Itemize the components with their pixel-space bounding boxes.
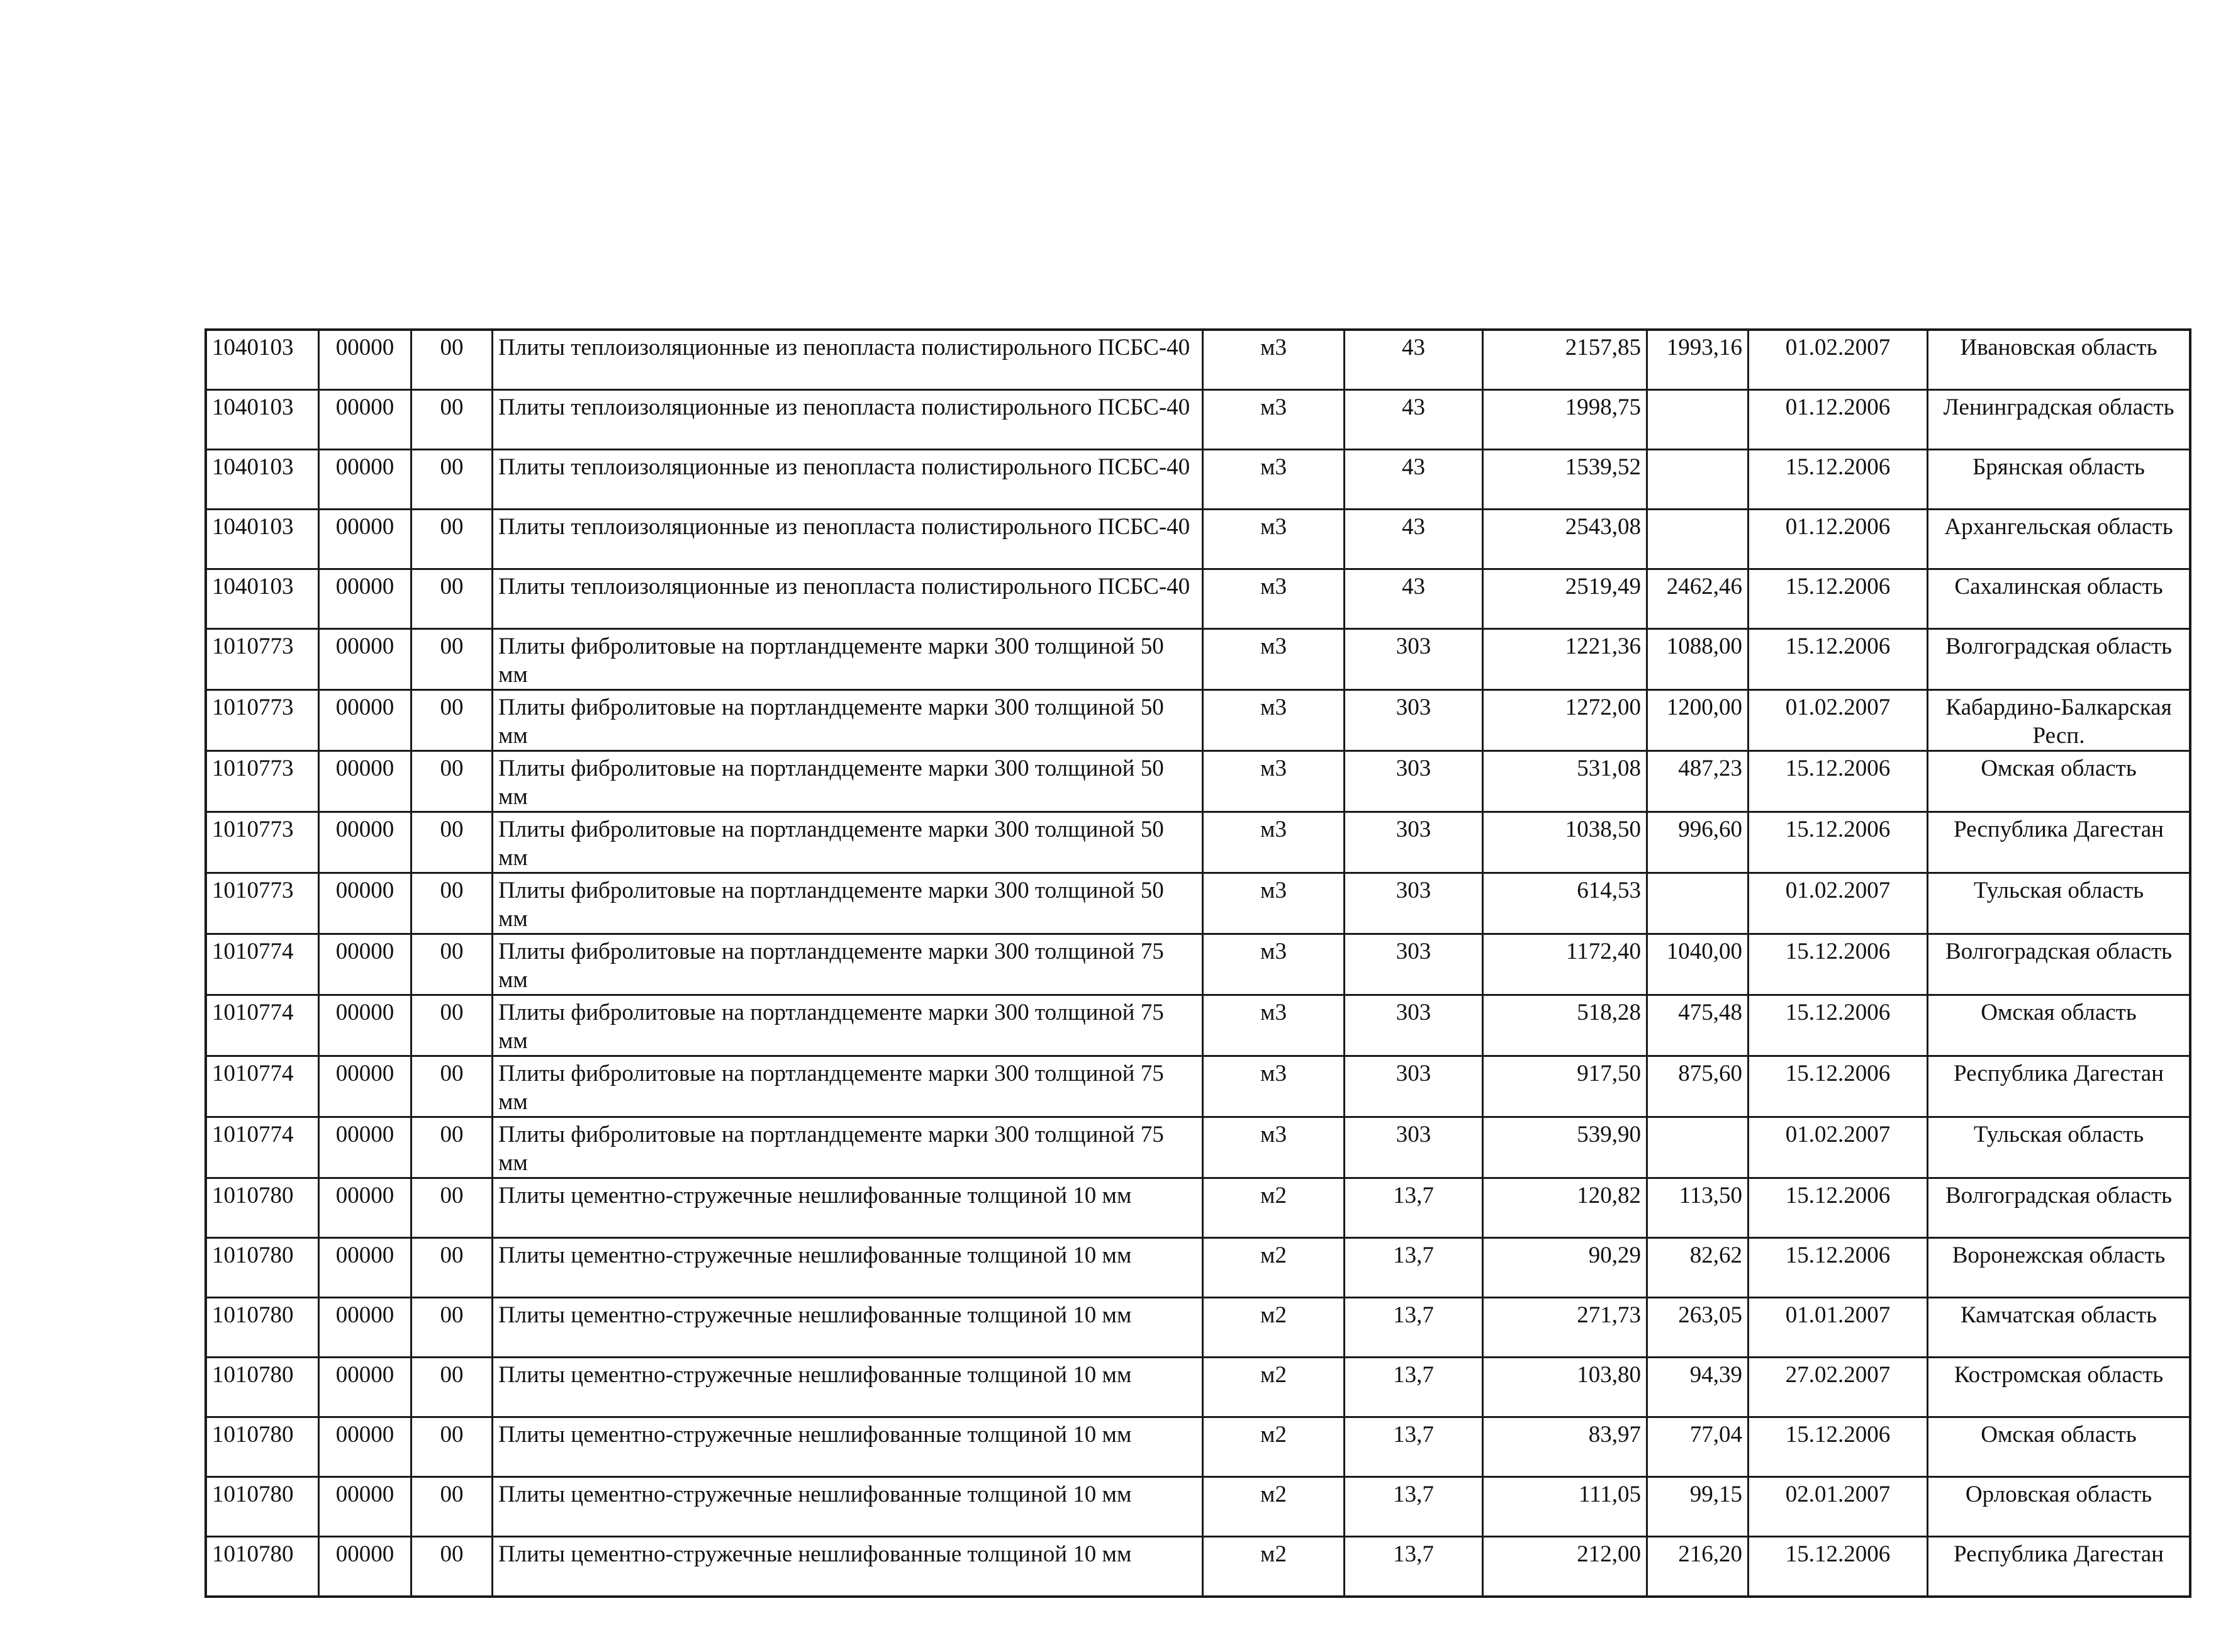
coefficient-cell: 43 xyxy=(1345,330,1483,390)
date-cell: 01.02.2007 xyxy=(1749,330,1928,390)
price-cell: 212,00 xyxy=(1483,1537,1647,1597)
region-cell: Омская область xyxy=(1928,1417,2191,1477)
index-cell: 00 xyxy=(411,569,493,629)
unit-cell: м3 xyxy=(1203,751,1345,812)
unit-cell: м3 xyxy=(1203,629,1345,690)
price-cell: 103,80 xyxy=(1483,1358,1647,1417)
date-cell: 01.12.2006 xyxy=(1749,510,1928,569)
index-cell: 00 xyxy=(411,1117,493,1178)
region-cell: Ивановская область xyxy=(1928,330,2191,390)
index-cell: 00 xyxy=(411,450,493,510)
unit-cell: м3 xyxy=(1203,812,1345,873)
index-cell: 00 xyxy=(411,390,493,450)
material-code-cell: 1010773 xyxy=(206,751,319,812)
region-cell: Воронежская область xyxy=(1928,1238,2191,1298)
material-code-cell: 1040103 xyxy=(206,510,319,569)
material-name-cell: Плиты фибролитовые на портландцементе марки 300 толщиной 50 мм xyxy=(493,690,1203,751)
price-cell: 111,05 xyxy=(1483,1477,1647,1537)
index-cell: 00 xyxy=(411,873,493,934)
material-code-cell: 1010774 xyxy=(206,1117,319,1178)
subcode-cell: 00000 xyxy=(319,450,411,510)
date-cell: 15.12.2006 xyxy=(1749,1178,1928,1238)
region-cell: Волгоградская область xyxy=(1928,629,2191,690)
date-cell: 15.12.2006 xyxy=(1749,450,1928,510)
price-alt-cell: 1200,00 xyxy=(1647,690,1749,751)
table-row xyxy=(206,510,2190,569)
date-cell: 15.12.2006 xyxy=(1749,629,1928,690)
date-cell: 01.02.2007 xyxy=(1749,690,1928,751)
subcode-cell: 00000 xyxy=(319,934,411,995)
table-row xyxy=(206,1537,2190,1597)
coefficient-cell: 13,7 xyxy=(1345,1298,1483,1358)
price-cell: 90,29 xyxy=(1483,1238,1647,1298)
price-cell: 2157,85 xyxy=(1483,330,1647,390)
price-cell: 2519,49 xyxy=(1483,569,1647,629)
table-row xyxy=(206,450,2190,510)
unit-cell: м2 xyxy=(1203,1477,1345,1537)
subcode-cell: 00000 xyxy=(319,1298,411,1358)
subcode-cell: 00000 xyxy=(319,390,411,450)
price-alt-cell: 2462,46 xyxy=(1647,569,1749,629)
material-code-cell: 1040103 xyxy=(206,330,319,390)
material-name-cell: Плиты цементно-стружечные нешлифованные толщиной 10 мм xyxy=(493,1358,1203,1417)
price-table xyxy=(204,328,2191,1598)
material-name-cell: Плиты теплоизоляционные из пенопласта полистирольного ПСБС-40 xyxy=(493,510,1203,569)
coefficient-cell: 13,7 xyxy=(1345,1178,1483,1238)
subcode-cell: 00000 xyxy=(319,995,411,1056)
price-cell: 1038,50 xyxy=(1483,812,1647,873)
region-cell: Архангельская область xyxy=(1928,510,2191,569)
price-cell: 271,73 xyxy=(1483,1298,1647,1358)
table-row xyxy=(206,934,2190,995)
coefficient-cell: 43 xyxy=(1345,569,1483,629)
price-cell: 531,08 xyxy=(1483,751,1647,812)
price-alt-cell: 1993,16 xyxy=(1647,330,1749,390)
material-code-cell: 1010773 xyxy=(206,629,319,690)
coefficient-cell: 303 xyxy=(1345,934,1483,995)
table-row xyxy=(206,330,2190,390)
index-cell: 00 xyxy=(411,1417,493,1477)
table-row xyxy=(206,569,2190,629)
material-name-cell: Плиты фибролитовые на портландцементе марки 300 толщиной 75 мм xyxy=(493,934,1203,995)
price-cell: 1272,00 xyxy=(1483,690,1647,751)
subcode-cell: 00000 xyxy=(319,330,411,390)
region-cell: Омская область xyxy=(1928,751,2191,812)
table-row xyxy=(206,995,2190,1056)
subcode-cell: 00000 xyxy=(319,1178,411,1238)
subcode-cell: 00000 xyxy=(319,629,411,690)
price-alt-cell: 996,60 xyxy=(1647,812,1749,873)
price-cell: 614,53 xyxy=(1483,873,1647,934)
material-code-cell: 1010780 xyxy=(206,1178,319,1238)
material-name-cell: Плиты фибролитовые на портландцементе марки 300 толщиной 50 мм xyxy=(493,812,1203,873)
price-cell: 120,82 xyxy=(1483,1178,1647,1238)
price-alt-cell: 263,05 xyxy=(1647,1298,1749,1358)
material-code-cell: 1010780 xyxy=(206,1477,319,1537)
price-alt-cell: 77,04 xyxy=(1647,1417,1749,1477)
index-cell: 00 xyxy=(411,1537,493,1597)
date-cell: 15.12.2006 xyxy=(1749,569,1928,629)
unit-cell: м3 xyxy=(1203,569,1345,629)
material-code-cell: 1010773 xyxy=(206,690,319,751)
date-cell: 15.12.2006 xyxy=(1749,1056,1928,1117)
date-cell: 01.01.2007 xyxy=(1749,1298,1928,1358)
subcode-cell: 00000 xyxy=(319,569,411,629)
region-cell: Республика Дагестан xyxy=(1928,1056,2191,1117)
material-code-cell: 1010780 xyxy=(206,1238,319,1298)
unit-cell: м3 xyxy=(1203,934,1345,995)
coefficient-cell: 303 xyxy=(1345,873,1483,934)
index-cell: 00 xyxy=(411,812,493,873)
price-alt-cell xyxy=(1647,1117,1749,1178)
price-cell: 518,28 xyxy=(1483,995,1647,1056)
subcode-cell: 00000 xyxy=(319,1358,411,1417)
material-code-cell: 1010780 xyxy=(206,1358,319,1417)
coefficient-cell: 303 xyxy=(1345,812,1483,873)
price-cell: 83,97 xyxy=(1483,1417,1647,1477)
index-cell: 00 xyxy=(411,629,493,690)
unit-cell: м3 xyxy=(1203,330,1345,390)
region-cell: Волгоградская область xyxy=(1928,934,2191,995)
date-cell: 01.12.2006 xyxy=(1749,390,1928,450)
coefficient-cell: 43 xyxy=(1345,450,1483,510)
date-cell: 15.12.2006 xyxy=(1749,995,1928,1056)
table-row xyxy=(206,1238,2190,1298)
material-code-cell: 1010780 xyxy=(206,1417,319,1477)
material-code-cell: 1040103 xyxy=(206,390,319,450)
coefficient-cell: 13,7 xyxy=(1345,1537,1483,1597)
index-cell: 00 xyxy=(411,1358,493,1417)
region-cell: Волгоградская область xyxy=(1928,1178,2191,1238)
material-name-cell: Плиты цементно-стружечные нешлифованные толщиной 10 мм xyxy=(493,1417,1203,1477)
table-row xyxy=(206,873,2190,934)
region-cell: Камчатская область xyxy=(1928,1298,2191,1358)
coefficient-cell: 13,7 xyxy=(1345,1417,1483,1477)
price-alt-cell xyxy=(1647,450,1749,510)
region-cell: Ленинградская область xyxy=(1928,390,2191,450)
price-cell: 1172,40 xyxy=(1483,934,1647,995)
index-cell: 00 xyxy=(411,1178,493,1238)
table-row xyxy=(206,1298,2190,1358)
unit-cell: м2 xyxy=(1203,1537,1345,1597)
region-cell: Тульская область xyxy=(1928,873,2191,934)
material-name-cell: Плиты цементно-стружечные нешлифованные толщиной 10 мм xyxy=(493,1477,1203,1537)
material-code-cell: 1010773 xyxy=(206,812,319,873)
table-row xyxy=(206,1358,2190,1417)
price-alt-cell: 216,20 xyxy=(1647,1537,1749,1597)
subcode-cell: 00000 xyxy=(319,873,411,934)
material-name-cell: Плиты цементно-стружечные нешлифованные толщиной 10 мм xyxy=(493,1298,1203,1358)
subcode-cell: 00000 xyxy=(319,1477,411,1537)
coefficient-cell: 303 xyxy=(1345,995,1483,1056)
price-alt-cell: 1088,00 xyxy=(1647,629,1749,690)
price-cell: 1998,75 xyxy=(1483,390,1647,450)
region-cell: Республика Дагестан xyxy=(1928,812,2191,873)
index-cell: 00 xyxy=(411,330,493,390)
material-name-cell: Плиты фибролитовые на портландцементе марки 300 толщиной 75 мм xyxy=(493,1056,1203,1117)
date-cell: 15.12.2006 xyxy=(1749,1417,1928,1477)
index-cell: 00 xyxy=(411,934,493,995)
region-cell: Кабардино-Балкарская Респ. xyxy=(1928,690,2191,751)
table-row xyxy=(206,812,2190,873)
table-row xyxy=(206,1178,2190,1238)
material-name-cell: Плиты теплоизоляционные из пенопласта полистирольного ПСБС-40 xyxy=(493,569,1203,629)
unit-cell: м3 xyxy=(1203,450,1345,510)
material-name-cell: Плиты цементно-стружечные нешлифованные толщиной 10 мм xyxy=(493,1178,1203,1238)
coefficient-cell: 43 xyxy=(1345,510,1483,569)
region-cell: Республика Дагестан xyxy=(1928,1537,2191,1597)
region-cell: Костромская область xyxy=(1928,1358,2191,1417)
material-name-cell: Плиты теплоизоляционные из пенопласта полистирольного ПСБС-40 xyxy=(493,330,1203,390)
unit-cell: м2 xyxy=(1203,1298,1345,1358)
price-alt-cell xyxy=(1647,510,1749,569)
price-alt-cell xyxy=(1647,873,1749,934)
date-cell: 01.02.2007 xyxy=(1749,1117,1928,1178)
index-cell: 00 xyxy=(411,1298,493,1358)
material-code-cell: 1010780 xyxy=(206,1537,319,1597)
price-cell: 1539,52 xyxy=(1483,450,1647,510)
index-cell: 00 xyxy=(411,690,493,751)
unit-cell: м2 xyxy=(1203,1358,1345,1417)
region-cell: Орловская область xyxy=(1928,1477,2191,1537)
unit-cell: м3 xyxy=(1203,873,1345,934)
unit-cell: м2 xyxy=(1203,1417,1345,1477)
unit-cell: м2 xyxy=(1203,1178,1345,1238)
subcode-cell: 00000 xyxy=(319,812,411,873)
material-name-cell: Плиты фибролитовые на портландцементе марки 300 толщиной 50 мм xyxy=(493,873,1203,934)
coefficient-cell: 303 xyxy=(1345,1117,1483,1178)
date-cell: 15.12.2006 xyxy=(1749,1537,1928,1597)
price-alt-cell xyxy=(1647,390,1749,450)
region-cell: Сахалинская область xyxy=(1928,569,2191,629)
unit-cell: м3 xyxy=(1203,690,1345,751)
date-cell: 15.12.2006 xyxy=(1749,812,1928,873)
index-cell: 00 xyxy=(411,995,493,1056)
price-alt-cell: 113,50 xyxy=(1647,1178,1749,1238)
price-alt-cell: 875,60 xyxy=(1647,1056,1749,1117)
coefficient-cell: 43 xyxy=(1345,390,1483,450)
price-alt-cell: 82,62 xyxy=(1647,1238,1749,1298)
material-code-cell: 1010780 xyxy=(206,1298,319,1358)
subcode-cell: 00000 xyxy=(319,1537,411,1597)
table-body xyxy=(206,330,2190,1597)
price-cell: 917,50 xyxy=(1483,1056,1647,1117)
unit-cell: м2 xyxy=(1203,1238,1345,1298)
coefficient-cell: 303 xyxy=(1345,751,1483,812)
material-name-cell: Плиты теплоизоляционные из пенопласта полистирольного ПСБС-40 xyxy=(493,390,1203,450)
index-cell: 00 xyxy=(411,1056,493,1117)
price-alt-cell: 475,48 xyxy=(1647,995,1749,1056)
table-row xyxy=(206,1417,2190,1477)
table-row xyxy=(206,1056,2190,1117)
date-cell: 15.12.2006 xyxy=(1749,934,1928,995)
index-cell: 00 xyxy=(411,1477,493,1537)
date-cell: 15.12.2006 xyxy=(1749,751,1928,812)
unit-cell: м3 xyxy=(1203,995,1345,1056)
price-alt-cell: 94,39 xyxy=(1647,1358,1749,1417)
material-code-cell: 1040103 xyxy=(206,569,319,629)
table-row xyxy=(206,1477,2190,1537)
date-cell: 15.12.2006 xyxy=(1749,1238,1928,1298)
index-cell: 00 xyxy=(411,510,493,569)
coefficient-cell: 13,7 xyxy=(1345,1477,1483,1537)
coefficient-cell: 303 xyxy=(1345,629,1483,690)
price-alt-cell: 487,23 xyxy=(1647,751,1749,812)
coefficient-cell: 13,7 xyxy=(1345,1238,1483,1298)
unit-cell: м3 xyxy=(1203,1117,1345,1178)
coefficient-cell: 303 xyxy=(1345,690,1483,751)
material-name-cell: Плиты цементно-стружечные нешлифованные толщиной 10 мм xyxy=(493,1537,1203,1597)
region-cell: Брянская область xyxy=(1928,450,2191,510)
date-cell: 27.02.2007 xyxy=(1749,1358,1928,1417)
subcode-cell: 00000 xyxy=(319,1117,411,1178)
material-name-cell: Плиты фибролитовые на портландцементе марки 300 толщиной 50 мм xyxy=(493,751,1203,812)
price-cell: 539,90 xyxy=(1483,1117,1647,1178)
table-row xyxy=(206,390,2190,450)
subcode-cell: 00000 xyxy=(319,690,411,751)
date-cell: 02.01.2007 xyxy=(1749,1477,1928,1537)
material-code-cell: 1040103 xyxy=(206,450,319,510)
region-cell: Омская область xyxy=(1928,995,2191,1056)
table-row xyxy=(206,690,2190,751)
document-page xyxy=(204,328,2191,1598)
table-row xyxy=(206,751,2190,812)
price-cell: 1221,36 xyxy=(1483,629,1647,690)
subcode-cell: 00000 xyxy=(319,1238,411,1298)
coefficient-cell: 13,7 xyxy=(1345,1358,1483,1417)
table-row xyxy=(206,629,2190,690)
material-name-cell: Плиты фибролитовые на портландцементе марки 300 толщиной 50 мм xyxy=(493,629,1203,690)
coefficient-cell: 303 xyxy=(1345,1056,1483,1117)
material-name-cell: Плиты фибролитовые на портландцементе марки 300 толщиной 75 мм xyxy=(493,995,1203,1056)
subcode-cell: 00000 xyxy=(319,751,411,812)
subcode-cell: 00000 xyxy=(319,1417,411,1477)
date-cell: 01.02.2007 xyxy=(1749,873,1928,934)
material-name-cell: Плиты цементно-стружечные нешлифованные толщиной 10 мм xyxy=(493,1238,1203,1298)
table-row xyxy=(206,1117,2190,1178)
unit-cell: м3 xyxy=(1203,390,1345,450)
material-code-cell: 1010774 xyxy=(206,995,319,1056)
price-cell: 2543,08 xyxy=(1483,510,1647,569)
price-alt-cell: 99,15 xyxy=(1647,1477,1749,1537)
material-name-cell: Плиты теплоизоляционные из пенопласта полистирольного ПСБС-40 xyxy=(493,450,1203,510)
material-code-cell: 1010774 xyxy=(206,1056,319,1117)
material-code-cell: 1010774 xyxy=(206,934,319,995)
unit-cell: м3 xyxy=(1203,1056,1345,1117)
unit-cell: м3 xyxy=(1203,510,1345,569)
index-cell: 00 xyxy=(411,751,493,812)
index-cell: 00 xyxy=(411,1238,493,1298)
price-alt-cell: 1040,00 xyxy=(1647,934,1749,995)
subcode-cell: 00000 xyxy=(319,1056,411,1117)
material-code-cell: 1010773 xyxy=(206,873,319,934)
region-cell: Тульская область xyxy=(1928,1117,2191,1178)
subcode-cell: 00000 xyxy=(319,510,411,569)
material-name-cell: Плиты фибролитовые на портландцементе марки 300 толщиной 75 мм xyxy=(493,1117,1203,1178)
